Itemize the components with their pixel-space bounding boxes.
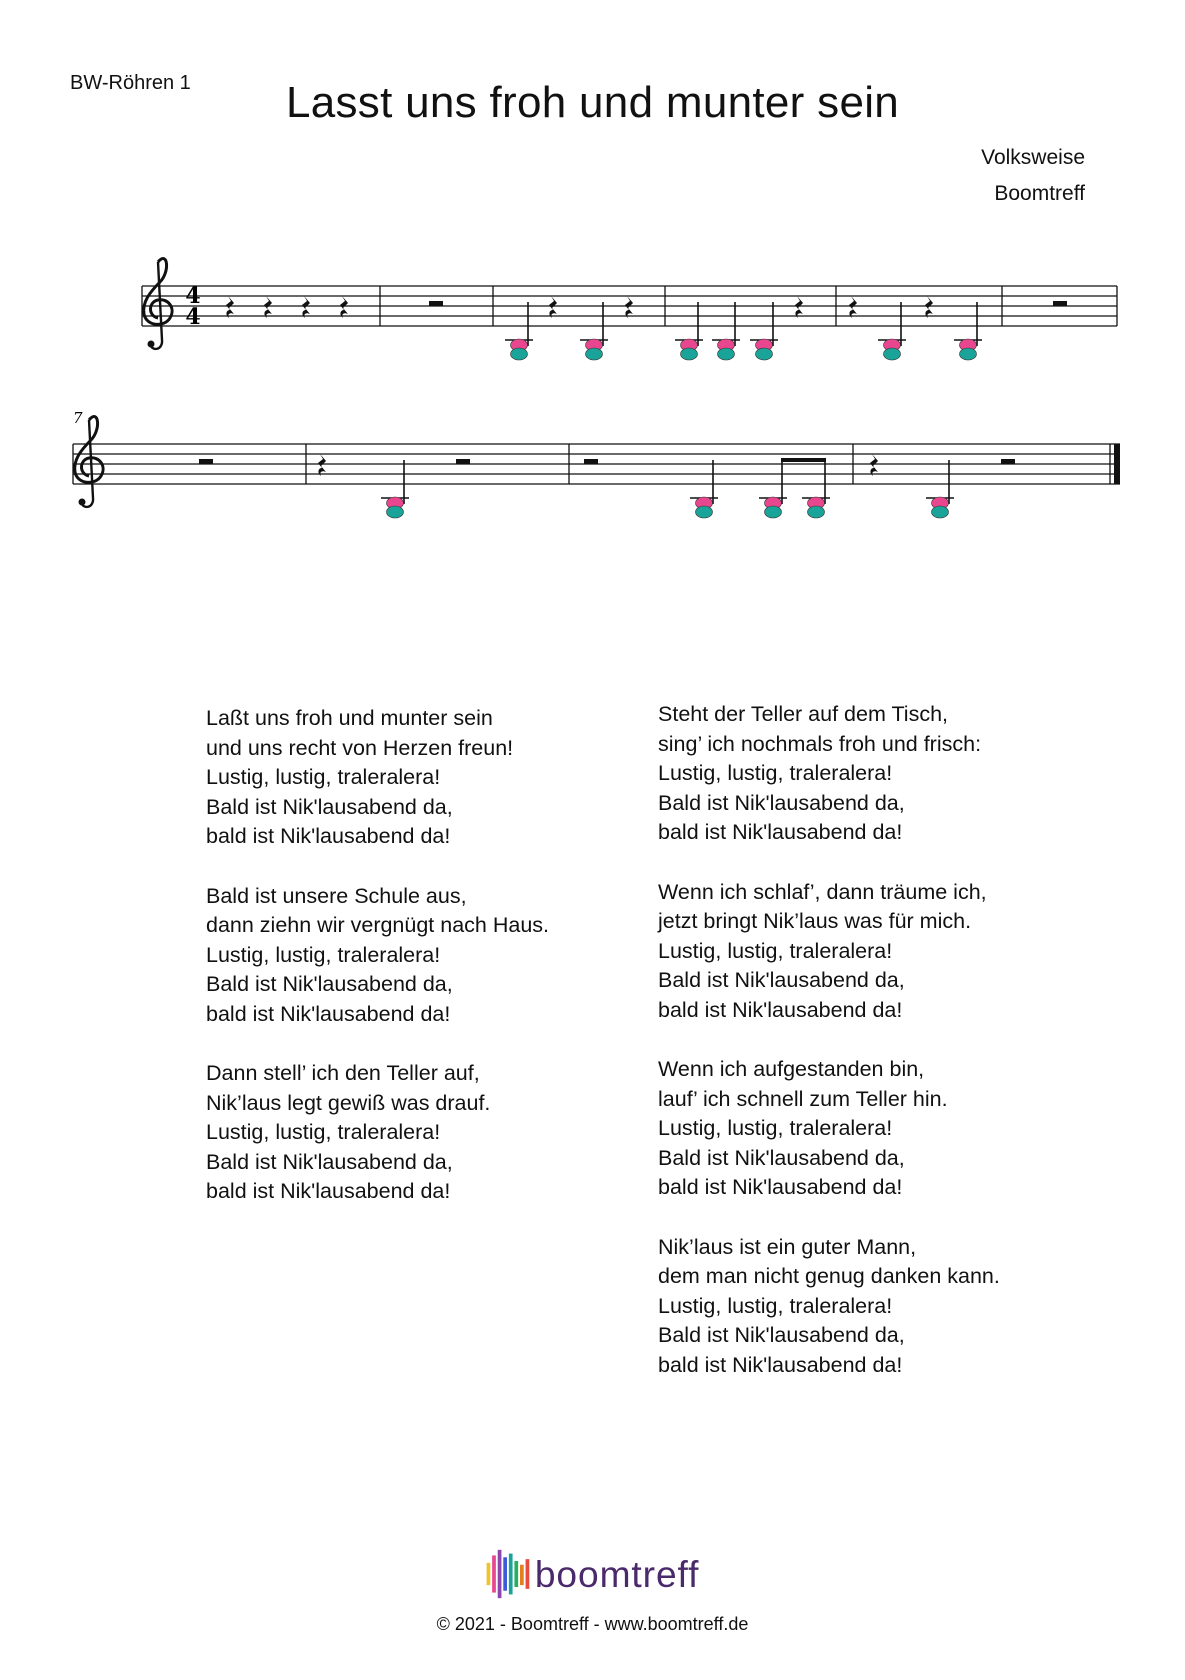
lyric-line: bald ist Nik'lausabend da! bbox=[206, 1001, 451, 1026]
rest-icon bbox=[456, 459, 470, 464]
lyric-line: bald ist Nik'lausabend da! bbox=[658, 1352, 903, 1377]
quarter-rest-icon bbox=[264, 296, 272, 318]
rest-icon bbox=[1001, 459, 1015, 464]
credit-arranger: Boomtreff bbox=[994, 182, 1085, 205]
stanza bbox=[206, 704, 549, 852]
stanza bbox=[658, 1233, 1000, 1381]
lyric-line: lauf’ ich schnell zum Teller hin. bbox=[658, 1086, 948, 1111]
note-icon bbox=[580, 302, 608, 360]
lyric-line: sing’ ich nochmals froh und frisch: bbox=[658, 731, 982, 756]
lyric-line: Dann stell’ ich den Teller auf, bbox=[206, 1061, 480, 1085]
quarter-rest-icon bbox=[226, 296, 234, 318]
quarter-rest-icon bbox=[795, 296, 803, 318]
quarter-rest-icon bbox=[549, 296, 557, 318]
lyric-line: Bald ist Nik'lausabend da, bbox=[658, 968, 905, 992]
footer-copyright: © 2021 - Boomtreff - www.boomtreff.de bbox=[436, 1614, 749, 1634]
lyric-line: Lustig, lustig, traleralera! bbox=[658, 1293, 893, 1318]
treble-clef-icon bbox=[75, 417, 103, 507]
rest-icon bbox=[1053, 301, 1067, 306]
staff-system-2 bbox=[73, 409, 1120, 518]
lyric-line: Bald ist Nik'lausabend da, bbox=[658, 1323, 905, 1347]
stanza bbox=[206, 882, 549, 1030]
note-icon bbox=[690, 460, 718, 518]
lyric-line: Lustig, lustig, traleralera! bbox=[206, 942, 441, 967]
measure-number: 7 bbox=[73, 409, 83, 427]
quarter-rest-icon bbox=[625, 296, 633, 318]
lyric-line: Wenn ich aufgestanden bin, bbox=[658, 1057, 925, 1081]
lyric-line: dem man nicht genug danken kann. bbox=[658, 1264, 1000, 1288]
credit-origin: Volksweise bbox=[981, 146, 1085, 169]
time-signature-top: 4 bbox=[185, 283, 201, 309]
boomtreff-logo bbox=[478, 1548, 718, 1600]
quarter-rest-icon bbox=[849, 296, 857, 318]
note-icon bbox=[759, 460, 787, 518]
lyric-line: bald ist Nik'lausabend da! bbox=[658, 997, 903, 1022]
quarter-rest-icon bbox=[340, 296, 348, 318]
stanza bbox=[658, 878, 1000, 1026]
lyric-line: Laßt uns froh und munter sein bbox=[206, 706, 493, 730]
lyric-line: Bald ist Nik'lausabend da, bbox=[206, 1149, 453, 1174]
lyric-line: Nik’laus legt gewiß was drauf. bbox=[206, 1090, 491, 1115]
lyric-line: bald ist Nik'lausabend da! bbox=[206, 824, 451, 848]
note-icon bbox=[675, 302, 703, 360]
quarter-rest-icon bbox=[318, 454, 326, 476]
lyric-line: Lustig, lustig, traleralera! bbox=[206, 765, 441, 789]
lyric-line: Nik’laus ist ein guter Mann, bbox=[658, 1234, 917, 1259]
logo-bars-icon bbox=[487, 1550, 530, 1598]
lyric-line: bald ist Nik'lausabend da! bbox=[206, 1179, 451, 1203]
lyric-line: bald ist Nik'lausabend da! bbox=[658, 1175, 903, 1199]
stanza bbox=[206, 1059, 549, 1207]
staff-system-1 bbox=[142, 259, 1117, 360]
page-title: Lasst uns froh und munter sein bbox=[285, 78, 900, 127]
stanza bbox=[658, 1055, 1000, 1203]
quarter-rest-icon bbox=[302, 296, 310, 318]
lyric-line: dann ziehn wir vergnügt nach Haus. bbox=[206, 913, 550, 937]
note-icon bbox=[381, 460, 409, 518]
lyric-line: Bald ist Nik'lausabend da, bbox=[206, 972, 453, 996]
lyric-line: Lustig, lustig, traleralera! bbox=[658, 761, 893, 785]
lyrics-column-right bbox=[658, 700, 1000, 1410]
lyric-line: jetzt bringt Nik’laus was für mich. bbox=[658, 909, 972, 933]
lyric-line: Bald ist unsere Schule aus, bbox=[206, 883, 467, 908]
lyrics-column-left bbox=[206, 704, 549, 1237]
rest-icon bbox=[429, 301, 443, 306]
rest-icon bbox=[199, 459, 213, 464]
lyric-line: Bald ist Nik'lausabend da, bbox=[658, 790, 905, 815]
quarter-rest-icon bbox=[870, 454, 878, 476]
time-signature-bottom: 4 bbox=[185, 304, 201, 330]
treble-clef-icon bbox=[144, 259, 172, 349]
lyric-line: Wenn ich schlaf’, dann träume ich, bbox=[658, 879, 987, 904]
note-icon bbox=[954, 302, 982, 360]
stanza bbox=[658, 700, 1000, 848]
note-icon bbox=[926, 460, 954, 518]
beam bbox=[781, 458, 826, 462]
lyric-line: Steht der Teller auf dem Tisch, bbox=[658, 702, 948, 726]
lyric-line: Lustig, lustig, traleralera! bbox=[658, 1116, 893, 1140]
note-icon bbox=[878, 302, 906, 360]
sheet-music bbox=[0, 0, 1185, 560]
quarter-rest-icon bbox=[925, 296, 933, 318]
lyric-line: Lustig, lustig, traleralera! bbox=[206, 1120, 441, 1144]
note-icon bbox=[750, 302, 778, 360]
lyric-line: Bald ist Nik'lausabend da, bbox=[206, 794, 453, 819]
lyric-line: Bald ist Nik'lausabend da, bbox=[658, 1145, 905, 1170]
instrument-label: BW-Röhren 1 bbox=[70, 72, 191, 94]
note-icon bbox=[712, 302, 740, 360]
lyric-line: bald ist Nik'lausabend da! bbox=[658, 820, 903, 844]
rest-icon bbox=[584, 459, 598, 464]
logo-wordmark: boomtreff bbox=[534, 1553, 700, 1595]
lyric-line: und uns recht von Herzen freun! bbox=[206, 735, 514, 760]
note-icon bbox=[505, 302, 533, 360]
note-icon bbox=[802, 460, 830, 518]
lyric-line: Lustig, lustig, traleralera! bbox=[658, 938, 893, 963]
